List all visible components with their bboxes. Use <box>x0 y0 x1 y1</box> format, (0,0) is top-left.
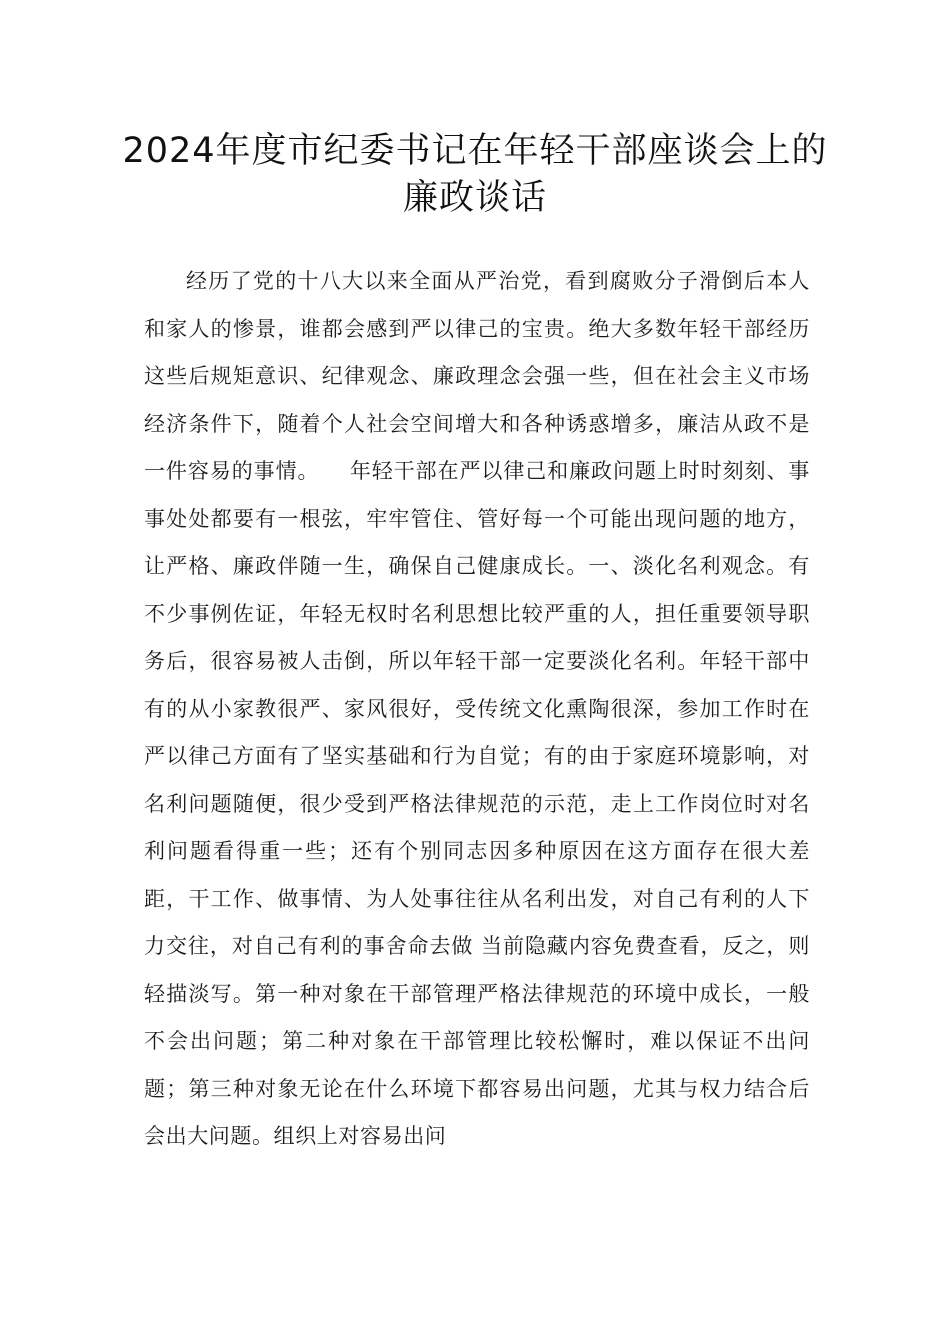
body-paragraph: 经历了党的十八大以来全面从严治党，看到腐败分子滑倒后本人和家人的惨景，谁都会感到严以律己的宝贵。绝大多数年轻干部经历这些后规矩意识、纪律观念、廉政理念会强一些，但在社会主义市场经济条件下，随着个人社会空间增大和各种诱惑增多，廉洁从政不是一件容易的事情。 年轻干部在严以律己和廉政问题上时时刻刻、事事处处都要有一根弦，牢牢管住、管好每一个可能出现问题的地方，让严格、廉政伴随一生，确保自己健康成长。一、淡化名利观念。有不少事例佐证，年轻无权时名利思想比较严重的人，担任重要领导职务后，很容易被人击倒，所以年轻干部一定要淡化名利。年轻干部中有的从小家教很严、家风很好，受传统文化熏陶很深，参加工作时在严以律己方面有了坚实基础和行为自觉；有的由于家庭环境影响，对名利问题随便，很少受到严格法律规范的示范，走上工作岗位时对名利问题看得重一些；还有个别同志因多种原因在这方面存在很大差距，干工作、做事情、为人处事往往从名利出发，对自己有利的人下力交往，对自己有利的事舍命去做 当前隐藏内容免费查看，反之，则轻描淡写。第一种对象在干部管理严格法律规范的环境中成长，一般不会出问题；第二种对象在干部管理比较松懈时，难以保证不出问题；第三种对象无论在什么环境下都容易出问题，尤其与权力结合后会出大问题。组织上对容易出问 <box>144 269 810 1148</box>
document-title: 2024年度市纪委书记在年轻干部座谈会上的廉政谈话 <box>122 131 828 218</box>
